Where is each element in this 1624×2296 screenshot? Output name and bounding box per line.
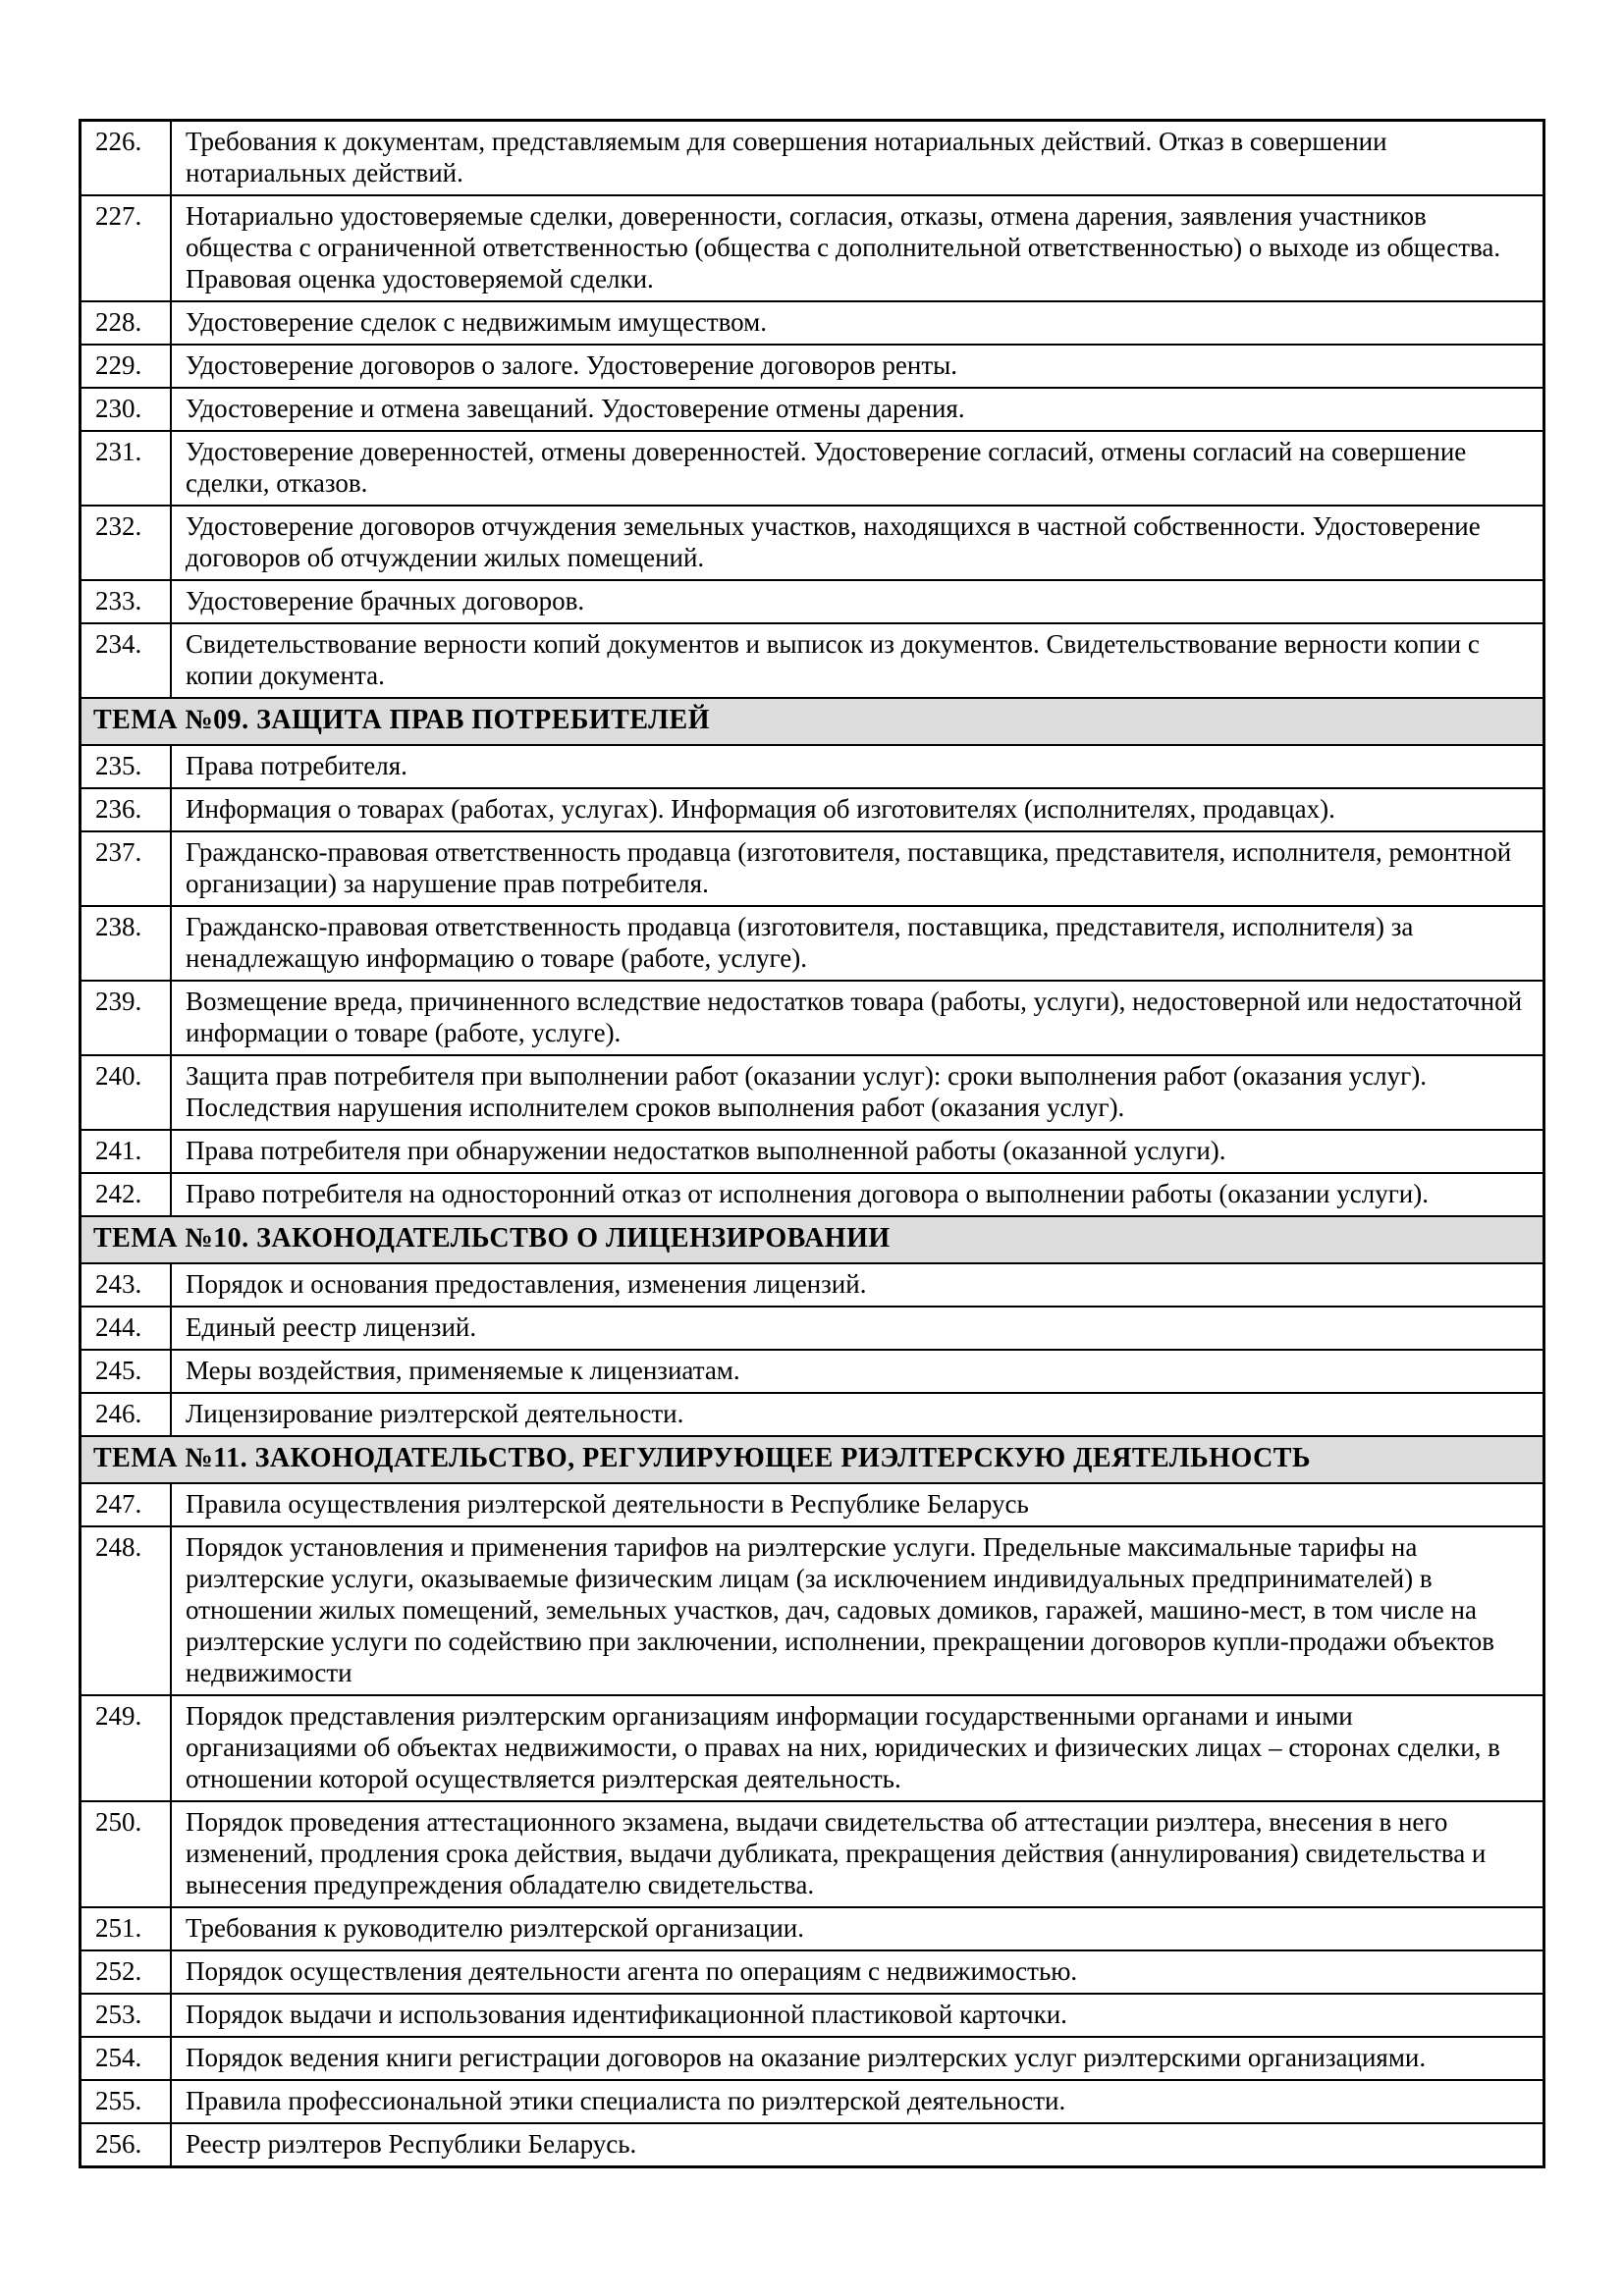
topic-number: 230. <box>81 388 172 431</box>
table-row <box>81 1801 1544 1907</box>
topic-text: Удостоверение сделок с недвижимым имуществом. <box>171 301 1544 345</box>
topic-text: Правила профессиональной этики специалиста по риэлтерской деятельности. <box>171 2080 1544 2123</box>
topic-number: 246. <box>81 1393 172 1436</box>
topic-text: Удостоверение договоров отчуждения земельных участков, находящихся в частной собственности. Удостоверение договоров об отчуждении жилых помещений. <box>171 506 1544 580</box>
topic-text: Порядок ведения книги регистрации договоров на оказание риэлтерских услуг риэлтерскими организациями. <box>171 2037 1544 2080</box>
topic-number: 226. <box>81 121 172 196</box>
topic-number: 250. <box>81 1801 172 1907</box>
topic-text: Единый реестр лицензий. <box>171 1307 1544 1350</box>
topic-number: 244. <box>81 1307 172 1350</box>
table-row <box>81 1393 1544 1436</box>
topic-text: Лицензирование риэлтерской деятельности. <box>171 1393 1544 1436</box>
table-row <box>81 2037 1544 2080</box>
table-row <box>81 506 1544 580</box>
topic-text: Права потребителя при обнаружении недостатков выполненной работы (оказанной услуги). <box>171 1130 1544 1173</box>
topic-number: 235. <box>81 745 172 788</box>
table-row <box>81 388 1544 431</box>
table-row <box>81 1994 1544 2037</box>
table-row <box>81 981 1544 1055</box>
topic-number: 238. <box>81 906 172 981</box>
section-header-row <box>81 1216 1544 1263</box>
topic-number: 237. <box>81 831 172 906</box>
topic-number: 249. <box>81 1695 172 1801</box>
topic-text: Порядок установления и применения тарифов на риэлтерские услуги. Предельные максимальные тарифы на риэлтерские услуги, оказываемые физическим лицам (за исключением индивидуальных предпринимателей) в отношении жилых помещений, земельных участков, дач, садовых домиков, гаражей, машино-мест, в том числе на риэлтерские услуги по содействию при заключении, исполнении, прекращении договоров купли-продажи объектов недвижимости <box>171 1526 1544 1695</box>
table-row <box>81 1483 1544 1526</box>
topic-number: 229. <box>81 345 172 388</box>
topics-table-body <box>81 121 1544 2167</box>
topic-text: Меры воздействия, применяемые к лицензиатам. <box>171 1350 1544 1393</box>
topic-number: 248. <box>81 1526 172 1695</box>
topic-number: 243. <box>81 1263 172 1307</box>
table-row <box>81 1695 1544 1801</box>
topic-number: 245. <box>81 1350 172 1393</box>
table-row <box>81 580 1544 623</box>
table-row <box>81 1173 1544 1216</box>
topic-number: 256. <box>81 2123 172 2167</box>
topic-text: Защита прав потребителя при выполнении работ (оказании услуг): сроки выполнения работ (оказания услуг). Последствия нарушения исполнителем сроков выполнения работ (оказания услуг). <box>171 1055 1544 1130</box>
topic-number: 236. <box>81 788 172 831</box>
topic-text: Порядок проведения аттестационного экзамена, выдачи свидетельства об аттестации риэлтера, внесения в него изменений, продления срока действия, выдачи дубликата, прекращения действия (аннулирования) свидетельства и вынесения предупреждения обладателю свидетельства. <box>171 1801 1544 1907</box>
topic-text: Удостоверение брачных договоров. <box>171 580 1544 623</box>
table-row <box>81 2123 1544 2167</box>
table-row <box>81 195 1544 301</box>
topic-text: Реестр риэлтеров Республики Беларусь. <box>171 2123 1544 2167</box>
table-row <box>81 906 1544 981</box>
table-row <box>81 623 1544 698</box>
topic-text: Удостоверение и отмена завещаний. Удостоверение отмены дарения. <box>171 388 1544 431</box>
section-title: ТЕМА №11. ЗАКОНОДАТЕЛЬСТВО, РЕГУЛИРУЮЩЕЕ РИЭЛТЕРСКУЮ ДЕЯТЕЛЬНОСТЬ <box>81 1436 1544 1483</box>
topic-text: Порядок представления риэлтерским организациям информации государственными органами и иными организациями об объектах недвижимости, о правах на них, юридических и физических лицах – сторонах сделки, в отношении которой осуществляется риэлтерская деятельность. <box>171 1695 1544 1801</box>
topic-number: 241. <box>81 1130 172 1173</box>
table-row <box>81 1350 1544 1393</box>
table-row <box>81 831 1544 906</box>
table-row <box>81 1907 1544 1950</box>
table-row <box>81 1307 1544 1350</box>
topic-number: 254. <box>81 2037 172 2080</box>
table-row <box>81 745 1544 788</box>
topic-text: Гражданско-правовая ответственность продавца (изготовителя, поставщика, представителя, исполнителя, ремонтной организации) за нарушение прав потребителя. <box>171 831 1544 906</box>
topic-text: Нотариально удостоверяемые сделки, доверенности, согласия, отказы, отмена дарения, заявления участников общества с ограниченной ответственностью (общества с дополнительной ответственностью) о выходе из общества. Правовая оценка удостоверяемой сделки. <box>171 195 1544 301</box>
topic-text: Возмещение вреда, причиненного вследствие недостатков товара (работы, услуги), недостоверной или недостаточной информации о товаре (работе, услуге). <box>171 981 1544 1055</box>
topic-number: 253. <box>81 1994 172 2037</box>
topic-number: 240. <box>81 1055 172 1130</box>
table-row <box>81 2080 1544 2123</box>
topic-text: Требования к руководителю риэлтерской организации. <box>171 1907 1544 1950</box>
topic-text: Право потребителя на односторонний отказ от исполнения договора о выполнении работы (оказании услуги). <box>171 1173 1544 1216</box>
topic-number: 251. <box>81 1907 172 1950</box>
topic-number: 227. <box>81 195 172 301</box>
topic-text: Права потребителя. <box>171 745 1544 788</box>
table-row <box>81 788 1544 831</box>
table-row <box>81 121 1544 196</box>
topic-text: Удостоверение договоров о залоге. Удостоверение договоров ренты. <box>171 345 1544 388</box>
topic-text: Информация о товарах (работах, услугах). Информация об изготовителях (исполнителях, продавцах). <box>171 788 1544 831</box>
table-row <box>81 431 1544 506</box>
topic-text: Свидетельствование верности копий документов и выписок из документов. Свидетельствование верности копии с копии документа. <box>171 623 1544 698</box>
topic-number: 255. <box>81 2080 172 2123</box>
topic-text: Гражданско-правовая ответственность продавца (изготовителя, поставщика, представителя, исполнителя) за ненадлежащую информацию о товаре (работе, услуге). <box>171 906 1544 981</box>
topic-text: Порядок осуществления деятельности агента по операциям с недвижимостью. <box>171 1950 1544 1994</box>
table-row <box>81 1263 1544 1307</box>
topic-number: 228. <box>81 301 172 345</box>
table-row <box>81 301 1544 345</box>
topic-number: 239. <box>81 981 172 1055</box>
table-row <box>81 345 1544 388</box>
topic-text: Требования к документам, представляемым для совершения нотариальных действий. Отказ в совершении нотариальных действий. <box>171 121 1544 196</box>
topic-number: 252. <box>81 1950 172 1994</box>
table-row <box>81 1055 1544 1130</box>
table-row <box>81 1130 1544 1173</box>
topic-number: 231. <box>81 431 172 506</box>
section-header-row <box>81 1436 1544 1483</box>
section-header-row <box>81 698 1544 745</box>
table-row <box>81 1950 1544 1994</box>
topic-number: 234. <box>81 623 172 698</box>
topic-number: 233. <box>81 580 172 623</box>
topic-number: 247. <box>81 1483 172 1526</box>
topic-text: Порядок и основания предоставления, изменения лицензий. <box>171 1263 1544 1307</box>
topic-text: Удостоверение доверенностей, отмены доверенностей. Удостоверение согласий, отмены согласий на совершение сделки, отказов. <box>171 431 1544 506</box>
section-title: ТЕМА №10. ЗАКОНОДАТЕЛЬСТВО О ЛИЦЕНЗИРОВАНИИ <box>81 1216 1544 1263</box>
topic-number: 242. <box>81 1173 172 1216</box>
topic-text: Правила осуществления риэлтерской деятельности в Республике Беларусь <box>171 1483 1544 1526</box>
section-title: ТЕМА №09. ЗАЩИТА ПРАВ ПОТРЕБИТЕЛЕЙ <box>81 698 1544 745</box>
topics-table <box>79 119 1545 2168</box>
topic-number: 232. <box>81 506 172 580</box>
topic-text: Порядок выдачи и использования идентификационной пластиковой карточки. <box>171 1994 1544 2037</box>
table-row <box>81 1526 1544 1695</box>
